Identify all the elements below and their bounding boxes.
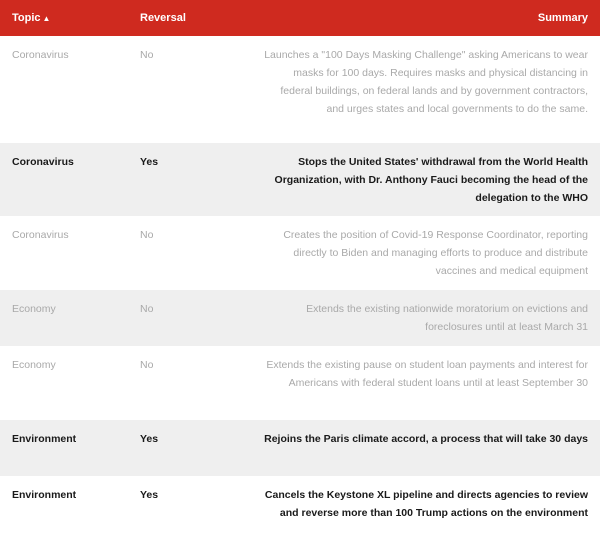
topic-header-label: Topic (12, 12, 41, 24)
table-row (0, 476, 600, 550)
sort-ascending-icon: ▲ (42, 14, 51, 23)
summary-cell: Cancels the Keystone XL pipeline and directs agencies to review and reverse more than 100 Trump actions on the environment (264, 489, 588, 519)
reversal-column-header[interactable] (128, 12, 248, 24)
summary-column-header[interactable] (248, 12, 600, 24)
reversal-cell: Yes (140, 489, 159, 501)
topic-cell: Economy (12, 303, 56, 315)
reversal-cell: No (140, 303, 154, 315)
summary-cell: Creates the position of Covid-19 Response Coordinator, reporting directly to Biden and managing efforts to produce and distribute vaccines and medical equipment (283, 229, 588, 277)
reversal-cell: Yes (140, 156, 159, 168)
table-row (0, 290, 600, 346)
topic-cell: Environment (12, 489, 77, 501)
summary-header-label: Summary (537, 12, 588, 24)
topic-cell: Coronavirus (12, 229, 69, 241)
table-row (0, 36, 600, 143)
table-header (0, 0, 600, 36)
topic-cell: Environment (12, 433, 77, 445)
table-row (0, 420, 600, 476)
table-row (0, 346, 600, 420)
table-row (0, 216, 600, 290)
reversal-cell: No (140, 49, 154, 61)
reversal-cell: No (140, 229, 154, 241)
summary-cell: Rejoins the Paris climate accord, a process that will take 30 days (264, 433, 588, 445)
topic-cell: Coronavirus (12, 49, 69, 61)
topic-cell: Coronavirus (12, 156, 74, 168)
summary-cell: Extends the existing pause on student loan payments and interest for Americans with federal student loans until at least September 30 (266, 359, 588, 389)
reversal-cell: Yes (140, 433, 159, 445)
summary-cell: Extends the existing nationwide moratorium on evictions and foreclosures until at least March 31 (306, 303, 588, 333)
summary-cell: Stops the United States' withdrawal from the World Health Organization, with Dr. Anthony Fauci becoming the head of the delegation to the WHO (274, 156, 588, 204)
summary-cell: Launches a "100 Days Masking Challenge" asking Americans to wear masks for 100 days. Requires masks and physical distancing in federal buildings, on federal lands and by government contractors, and urges states and local governments to do the same. (264, 49, 588, 115)
topic-column-header[interactable] (0, 12, 128, 24)
reversal-header-label: Reversal (140, 12, 186, 24)
table-row (0, 143, 600, 216)
topic-cell: Economy (12, 359, 56, 371)
reversal-cell: No (140, 359, 154, 371)
